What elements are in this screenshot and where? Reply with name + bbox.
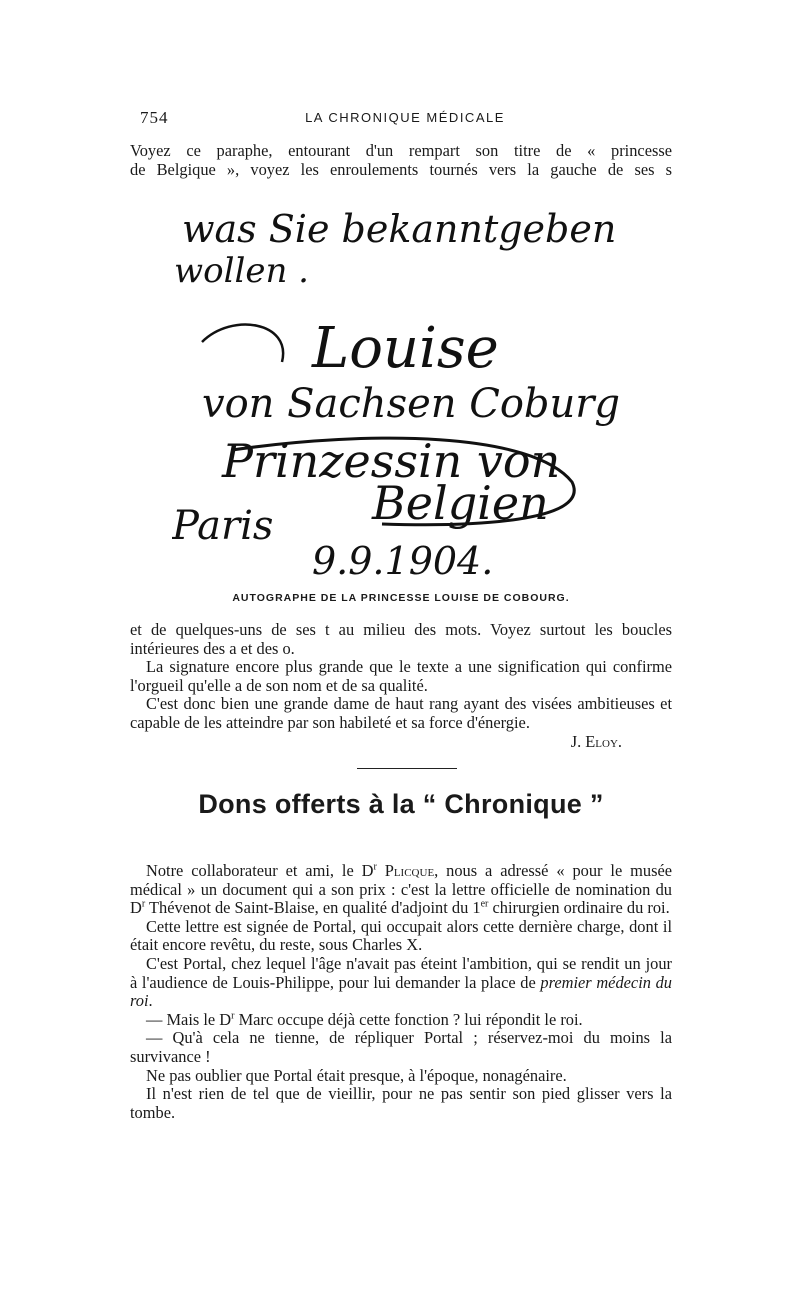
page-number: 754 bbox=[140, 108, 169, 127]
section-title: Dons offerts à la “ Chronique ” bbox=[198, 789, 604, 819]
autograph-image bbox=[172, 192, 652, 582]
autograph-line-6: Belgien bbox=[372, 476, 549, 530]
article-continuation bbox=[130, 621, 672, 751]
p3-text-a: C'est Portal, chez lequel l'âge n'avait pas éteint l'ambition, qui se rendit un jour à l'audience de Louis-Philippe, pour lui demander la place de bbox=[130, 953, 672, 992]
p1-name: Plicque bbox=[384, 861, 435, 880]
p3-italic: premier médecin du roi bbox=[130, 972, 672, 1011]
intro-line-2: de Belgique », voyez les enroulements tournés vers la gauche de ses s bbox=[130, 159, 672, 179]
p4-text-b: Marc occupe déjà cette fonction ? lui répondit le roi. bbox=[234, 1009, 583, 1029]
signature-loop bbox=[202, 325, 283, 362]
p4-text-a: — Mais le D bbox=[146, 1009, 232, 1029]
section-paragraph-5: — Qu'à cela ne tienne, de répliquer Portal ; réservez-moi du moins la survivance ! bbox=[130, 1028, 672, 1066]
autograph-line-1: was Sie bekanntgeben bbox=[182, 207, 617, 251]
autograph-line-2: wollen . bbox=[174, 251, 309, 291]
paragraph-3: C'est donc bien une grande dame de haut rang ayant des visées ambitieuses et capable de les atteindre par son habileté et sa force d'énergie. bbox=[130, 694, 672, 732]
p3-text-b: . bbox=[148, 991, 153, 1011]
paragraph-1: et de quelques-uns de ses t au milieu des mots. Voyez surtout les boucles intérieures des a et des o. bbox=[130, 620, 672, 658]
autograph-line-3: Louise bbox=[312, 316, 499, 381]
section-paragraph-2: Cette lettre est signée de Portal, qui occupait alors cette dernière charge, dont il était encore revêtu, du reste, sous Charles X. bbox=[130, 916, 672, 955]
p1-text-c: Thévenot de Saint-Blaise, en qualité d'adjoint du 1 bbox=[145, 898, 481, 918]
section-divider bbox=[357, 768, 457, 769]
handwritten-signature bbox=[172, 192, 652, 582]
running-head bbox=[140, 108, 670, 128]
author-name: J. Eloy. bbox=[570, 731, 622, 751]
journal-title: LA CHRONIQUE MÉDICALE bbox=[305, 110, 505, 125]
p1-sup: r bbox=[373, 861, 377, 873]
p1-text-d: chirurgien ordinaire du roi. bbox=[488, 898, 670, 918]
section-paragraph-3 bbox=[130, 955, 672, 1011]
p1-text-a: Notre collaborateur et ami, le D bbox=[146, 861, 374, 880]
intro-line-1: Voyez ce paraphe, entourant d'un rempart son titre de « princesse bbox=[130, 141, 672, 160]
p1-sup-2: r bbox=[141, 898, 146, 910]
section-body bbox=[130, 862, 672, 1122]
intro-paragraph bbox=[130, 142, 672, 179]
figure-caption: AUTOGRAPHE DE LA PRINCESSE LOUISE DE COBOURG. bbox=[232, 592, 570, 604]
autograph-place: Paris bbox=[172, 503, 274, 549]
p1-text-b: , nous a adressé « pour le musée médical » un document qui a son prix : c'est la lettre officielle de nomination du D bbox=[130, 861, 672, 918]
section-paragraph-6: Ne pas oublier que Portal était presque, à l'époque, nonagénaire. bbox=[146, 1065, 567, 1085]
p4-sup: r bbox=[231, 1010, 235, 1022]
p1-sup-3: er bbox=[480, 898, 489, 910]
autograph-line-5: Prinzessin von bbox=[222, 434, 561, 488]
section-paragraph-4 bbox=[130, 1011, 672, 1030]
paragraph-2: La signature encore plus grande que le texte a une signification qui confirme l'orgueil qu'elle a de son nom et de sa qualité. bbox=[130, 657, 672, 695]
autograph-date: 9.9.1904. bbox=[312, 539, 494, 582]
signoff bbox=[130, 733, 672, 752]
section-paragraph-7: Il n'est rien de tel que de vieillir, pour ne pas sentir son pied glisser vers la tombe. bbox=[130, 1084, 672, 1122]
autograph-line-4: von Sachsen Coburg bbox=[202, 381, 621, 427]
section-paragraph-1 bbox=[130, 862, 672, 918]
